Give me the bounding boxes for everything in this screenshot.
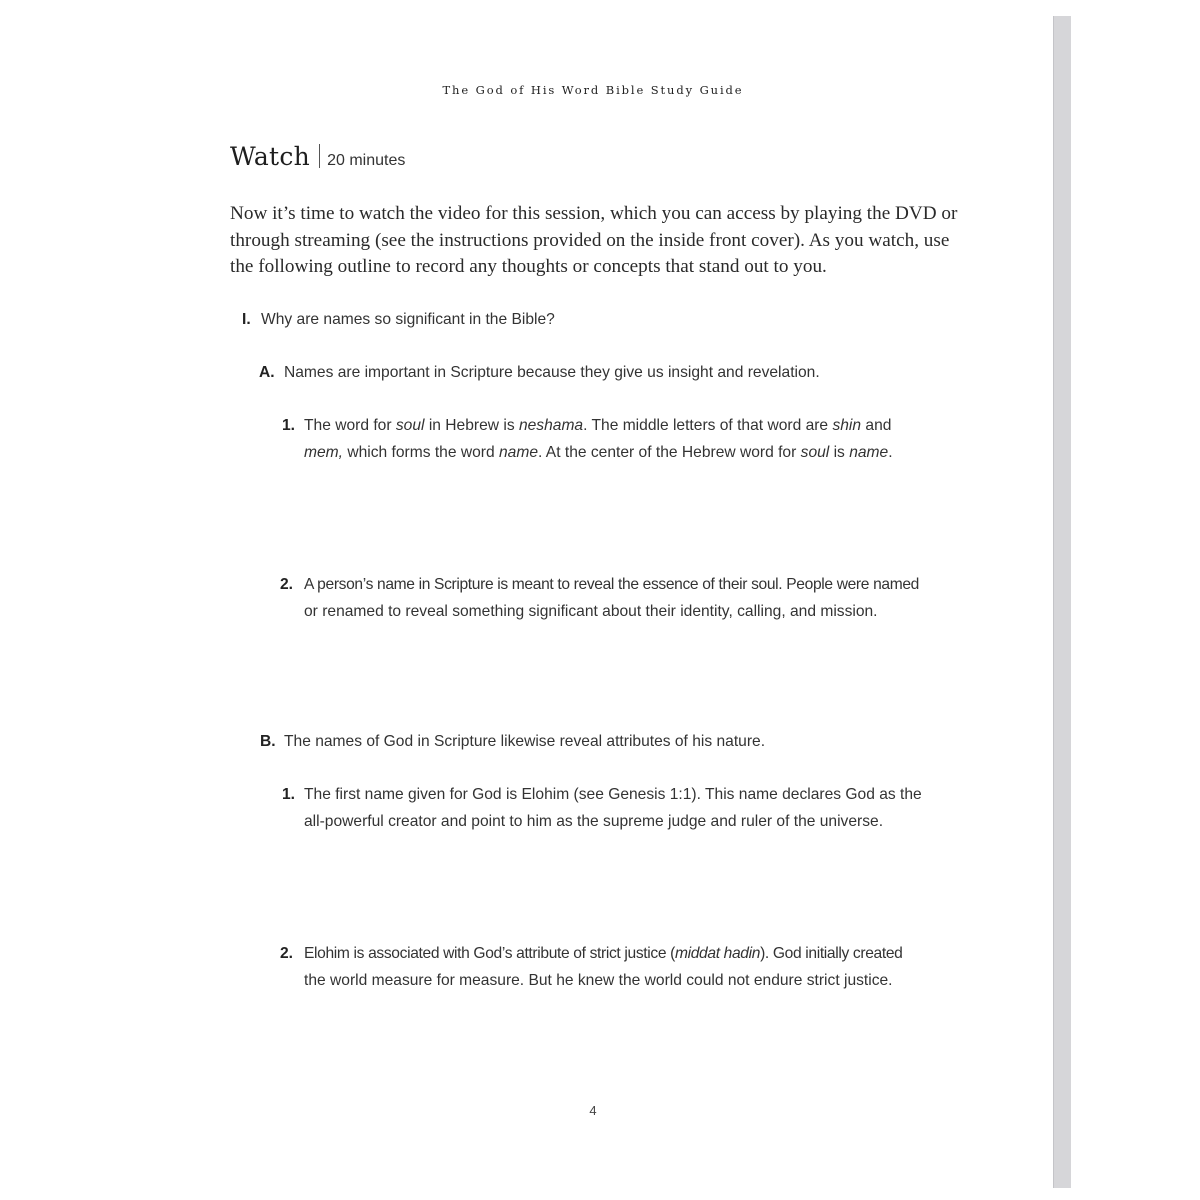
italic-term: name — [849, 443, 889, 461]
outline-line — [304, 941, 902, 968]
text-run: . The middle letters of that word are — [583, 417, 833, 434]
outline-item-B1 — [282, 782, 922, 835]
outline-item-A — [259, 360, 820, 387]
outline-marker: 1. — [282, 417, 296, 434]
outline-item-I — [242, 307, 555, 334]
section-title — [230, 142, 405, 171]
italic-term: mem, — [304, 443, 343, 461]
text-run: which forms the word — [342, 443, 499, 461]
text-run: The word for — [304, 417, 396, 434]
outline-marker: B. — [260, 733, 276, 750]
outline-line: A person’s name in Scripture is meant to reveal the essence of their soul. People were named — [304, 576, 920, 593]
text-run: in Hebrew is — [424, 417, 519, 434]
italic-term: soul — [800, 443, 830, 461]
outline-line: all-powerful creator and point to him as the supreme judge and ruler of the universe. — [304, 812, 884, 830]
text-run: and — [861, 417, 892, 434]
section-title-word: Watch — [230, 142, 311, 171]
outline-item-B — [260, 729, 766, 756]
outline-marker: A. — [259, 364, 275, 381]
italic-term: neshama — [518, 417, 584, 434]
italic-term: name — [498, 443, 538, 461]
page-edge-strip — [1053, 16, 1071, 1188]
outline-item-A1 — [282, 413, 893, 466]
italic-term: middat hadin — [674, 945, 761, 962]
outline-item-A2 — [280, 572, 920, 625]
section-title-divider — [319, 144, 320, 168]
page-number: 4 — [589, 1103, 597, 1118]
outline-text: The names of God in Scripture likewise reveal attributes of his nature. — [284, 733, 766, 750]
italic-term: shin — [832, 417, 862, 434]
text-run: . — [888, 443, 893, 461]
text-run: . At the center of the Hebrew word for — [538, 443, 801, 461]
outline-line: or renamed to reveal something significant about their identity, calling, and mission. — [304, 602, 878, 620]
outline-marker: 2. — [280, 945, 294, 962]
italic-term: soul — [395, 417, 425, 434]
outline-line: the world measure for measure. But he knew the world could not endure strict justice. — [304, 971, 893, 989]
outline-line: The first name given for God is Elohim (see Genesis 1:1). This name declares God as the — [304, 786, 922, 803]
outline-marker: I. — [242, 311, 251, 328]
outline-marker: 2. — [280, 576, 294, 593]
outline-marker: 1. — [282, 786, 296, 803]
section-duration: 20 minutes — [327, 152, 406, 169]
outline-line — [304, 413, 893, 440]
running-head: The God of His Word Bible Study Guide — [442, 83, 744, 97]
outline-item-B2 — [280, 941, 903, 994]
text-run: is — [829, 443, 850, 461]
outline-line — [304, 440, 893, 467]
intro-paragraph: Now it’s time to watch the video for this session, which you can access by playing the DVD or through streaming (see the instructions provided on the inside front cover). As you watch, use the following outline to record any thoughts or concepts that stand out to you. — [230, 203, 958, 277]
text-run: ). God initially created — [760, 945, 903, 962]
text-run: Elohim is associated with God’s attribute of strict justice ( — [304, 945, 675, 962]
outline-text: Names are important in Scripture because they give us insight and revelation. — [284, 364, 820, 381]
outline-text: Why are names so significant in the Bible? — [261, 311, 555, 328]
